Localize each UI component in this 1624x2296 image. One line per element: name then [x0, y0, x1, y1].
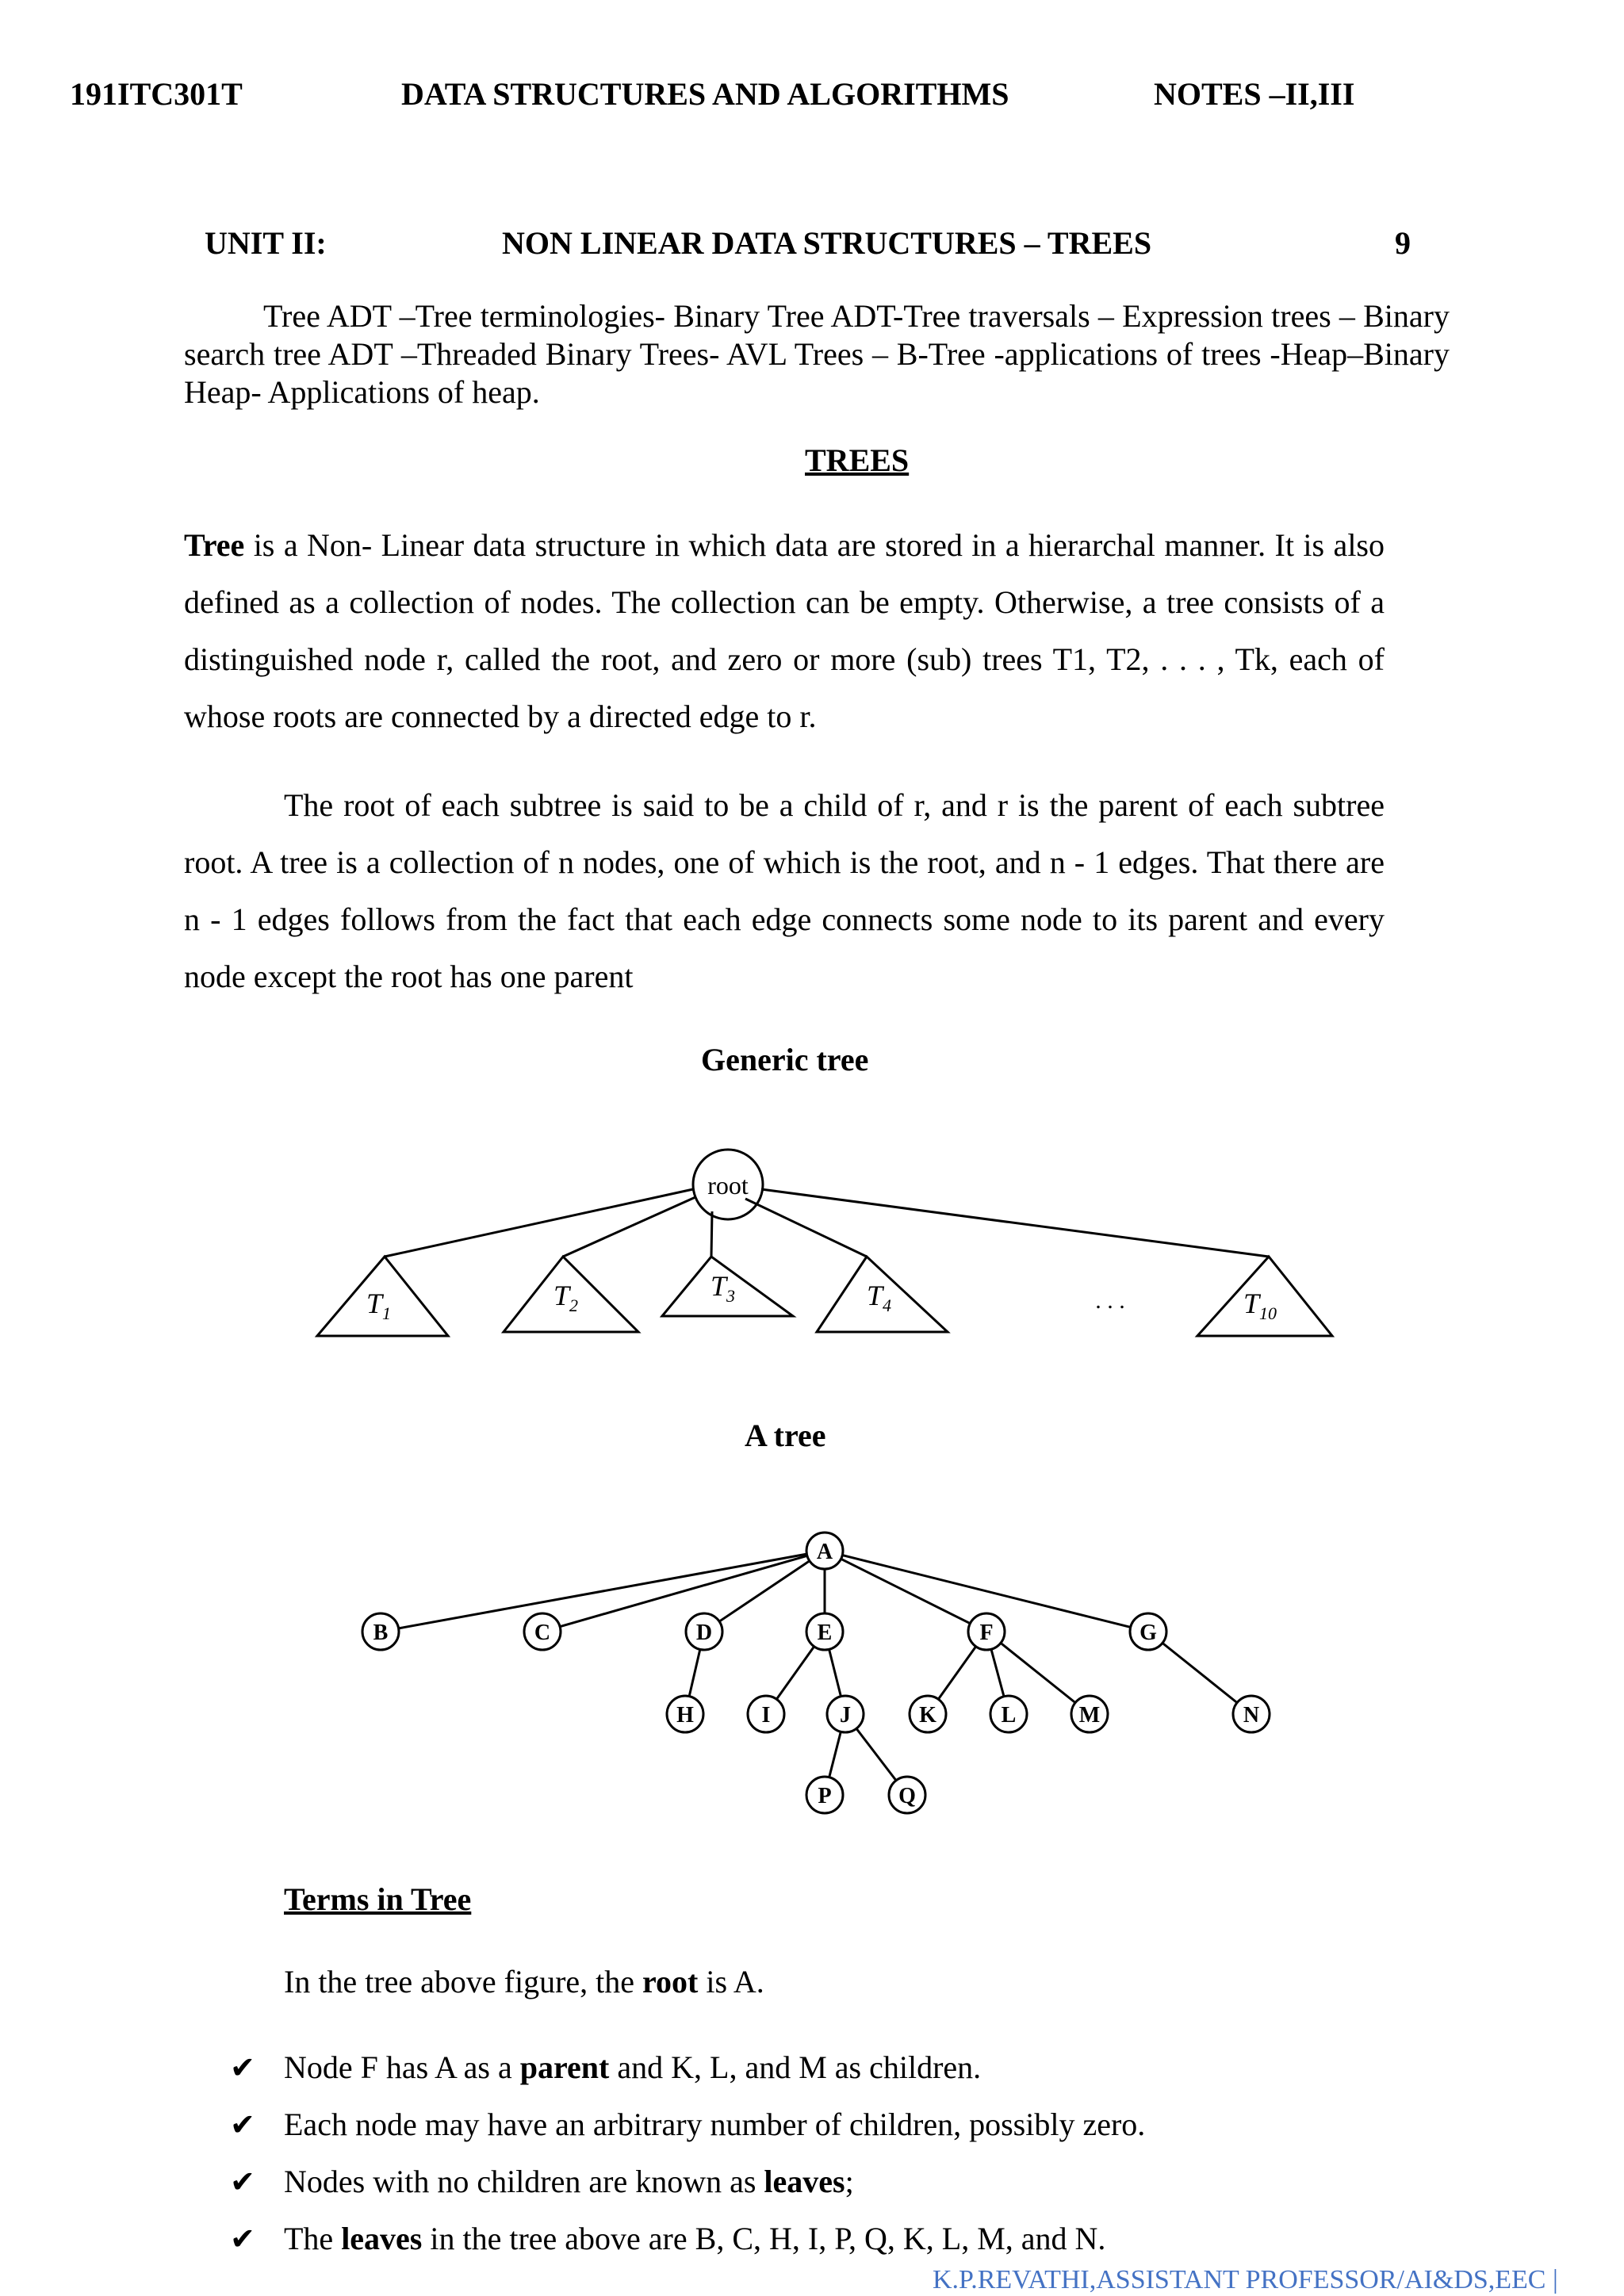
subtree-t10 [1197, 1257, 1332, 1336]
tree-node-label-c: C [534, 1621, 551, 1645]
tree-node-label-f: F [979, 1621, 994, 1645]
page-footer: K.P.REVATHI,ASSISTANT PROFESSOR/AI&DS,EEC | [933, 2265, 1558, 2294]
checkmark-icon: ✔ [230, 2050, 255, 2085]
t10-main: T [1243, 1288, 1260, 1319]
t10-label [1243, 1288, 1277, 1323]
terms-list [230, 2039, 1145, 2267]
checkmark-icon: ✔ [230, 2164, 255, 2199]
tree-node-label-d: D [695, 1621, 713, 1645]
list-item [230, 2210, 1145, 2267]
t2-sub: 2 [569, 1295, 579, 1315]
paragraph-2-text: The root of each subtree is said to be a child of r, and r is the parent of each subtree root. A tree is a collection of n nodes, one of which is the root, and n - 1 edges. That there are n - 1 edges follows from the fact that each edge connects some node to its parent and every node except the root has one parent [184, 787, 1385, 994]
bullet-text-after: ; [845, 2164, 854, 2199]
tree-node-label-q: Q [898, 1784, 916, 1808]
tree-node-label-e: E [817, 1621, 833, 1645]
t1-label [366, 1288, 391, 1323]
tree-node-label-i: I [761, 1703, 771, 1728]
root-line-before: In the tree above figure, the [284, 1964, 643, 1999]
tree-edge-f-k [938, 1647, 975, 1700]
tree-edge-a-d [719, 1561, 810, 1621]
bullet-text-before: Each node may have an arbitrary number of children, possibly zero. [284, 2107, 1146, 2142]
section-title: TREES [805, 442, 910, 478]
tree-edge-g-n [1162, 1643, 1237, 1702]
tree-edge-e-i [776, 1647, 814, 1700]
tree-node-label-k: K [919, 1703, 936, 1728]
t1-sub: 1 [382, 1303, 392, 1323]
t2-main: T [553, 1280, 570, 1311]
subtree-t2 [504, 1257, 638, 1332]
t4-label [867, 1280, 891, 1315]
bullet-text-bold: leaves [341, 2221, 423, 2256]
bullet-text-before: Nodes with no children are known as [284, 2164, 764, 2199]
tree-node-label-b: B [373, 1621, 389, 1645]
t4-main: T [867, 1280, 883, 1311]
figure2-caption: A tree [745, 1418, 826, 1453]
bullet-text-before: The [284, 2221, 342, 2256]
generic-tree-figure [0, 1110, 1624, 1364]
t2-label [553, 1280, 578, 1315]
paragraph-2 [184, 777, 1385, 1005]
tree-node-label-m: M [1078, 1703, 1101, 1728]
tree-edge-f-l [991, 1649, 1004, 1697]
tree-node-label-l: L [1001, 1703, 1017, 1728]
root-line-bold: root [642, 1964, 699, 1999]
a-tree-figure [0, 1506, 1624, 1839]
unit-title: NON LINEAR DATA STRUCTURES – TREES [502, 225, 1152, 261]
edge-root-t1 [385, 1189, 693, 1257]
bullet-text-after: in the tree above are B, C, H, I, P, Q, K, L, M, and N. [422, 2221, 1106, 2256]
tree-node-label-j: J [840, 1703, 851, 1728]
edge-root-t3 [711, 1211, 712, 1257]
tree-node-label-g: G [1139, 1621, 1157, 1645]
unit-hours: 9 [1395, 225, 1411, 261]
intro-term: Tree [184, 527, 245, 563]
tree-edge-e-j [829, 1649, 841, 1696]
tree-node-label-p: P [818, 1784, 832, 1808]
edge-root-t4 [745, 1199, 867, 1257]
intro-text: is a Non- Linear data structure in which data are stored in a hierarchal manner. It is also defined as a collection of nodes. The collection can be empty. Otherwise, a tree consists of a distinguished node r, called the root, and zero or more (sub) trees T1, T2, . . . , Tk, each of whose roots are connected by a directed edge to r. [184, 527, 1385, 734]
tree-edge-d-h [689, 1649, 700, 1696]
bullet-text-bold: leaves [764, 2164, 845, 2199]
tree-node-label-h: H [676, 1703, 694, 1728]
checkmark-icon: ✔ [230, 2107, 255, 2142]
t3-label [710, 1270, 735, 1306]
tree-edge-a-f [841, 1559, 971, 1623]
t1-main: T [366, 1288, 383, 1319]
t4-sub: 4 [883, 1295, 892, 1315]
tree-edge-j-q [856, 1728, 896, 1780]
unit-label: UNIT II: [205, 225, 327, 261]
checkmark-icon: ✔ [230, 2221, 255, 2256]
terms-root-line [284, 1963, 764, 2000]
subtree-t1 [317, 1257, 448, 1336]
bullet-text-before: Node F has A as a [284, 2049, 520, 2085]
bullet-text-bold: parent [519, 2049, 610, 2085]
course-code: 191ITC301T [70, 76, 243, 112]
tree-edge-a-b [399, 1554, 807, 1628]
syllabus-text: Tree ADT –Tree terminologies- Binary Tree ADT-Tree traversals – Expression trees – Binary search tree ADT –Threaded Binary Trees- AVL Trees – B-Tree -applications of trees -Heap–Binary Heap- Applications of heap. [184, 298, 1450, 410]
root-label: root [707, 1171, 749, 1200]
intro-paragraph [184, 517, 1385, 745]
figure1-caption: Generic tree [701, 1042, 869, 1077]
t3-sub: 3 [726, 1286, 736, 1306]
t3-main: T [710, 1270, 727, 1302]
edge-root-t10 [761, 1189, 1269, 1257]
terms-heading: Terms in Tree [284, 1881, 472, 1917]
t10-sub: 10 [1259, 1303, 1277, 1323]
syllabus [184, 297, 1450, 411]
edge-root-t2 [563, 1197, 695, 1257]
tree-edge-j-p [829, 1732, 841, 1777]
list-item [230, 2039, 1145, 2096]
root-line-after: is A. [698, 1964, 764, 1999]
list-item [230, 2096, 1145, 2153]
tree-edge-f-m [1001, 1643, 1075, 1702]
list-item [230, 2153, 1145, 2210]
tree-node-label-n: N [1243, 1703, 1260, 1728]
tree-node-label-a: A [816, 1540, 833, 1564]
notes-label: NOTES –II,III [1154, 76, 1355, 112]
subtree-ellipsis: . . . [1095, 1288, 1125, 1314]
bullet-text-after: and K, L, and M as children. [609, 2049, 982, 2085]
course-title: DATA STRUCTURES AND ALGORITHMS [401, 76, 1009, 112]
